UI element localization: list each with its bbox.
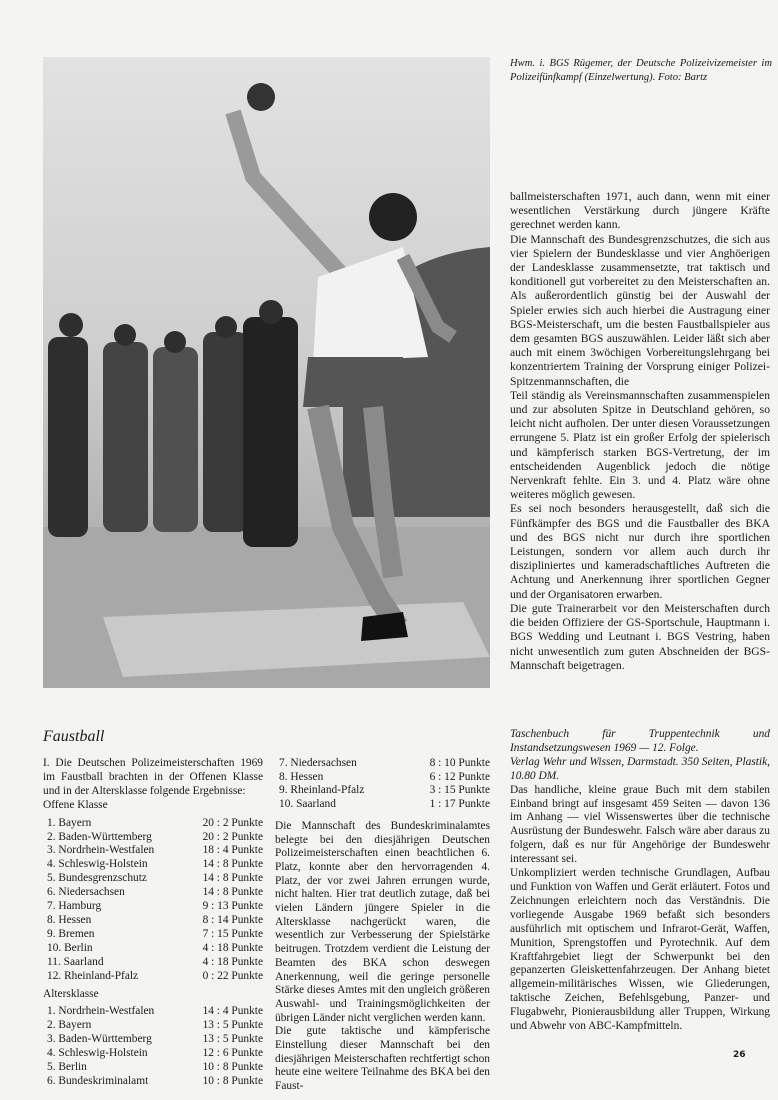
result-row (43, 872, 263, 886)
team-place: 1. Nordrhein-Westfalen (47, 1005, 155, 1018)
team-score: 10 : 8 Punkte (202, 1061, 263, 1074)
team-place: 3. Nordrhein-Westfalen (47, 844, 155, 857)
result-row (275, 757, 490, 771)
team-score: 20 : 2 Punkte (202, 830, 263, 843)
result-row (43, 831, 263, 845)
result-row (43, 1019, 263, 1033)
paragraph: Unkompliziert werden technische Grundlagen, Aufbau und Funktion von Waffen und Gerät erläutert. Fotos und Zeichnungen erleichtern noch das Verständnis. Die vorliegende Ausgabe 1969 befaßt sich besonders ausführlich mit optischem und Infrarot-Gerät, Waffen, Munition, Sprengstoffen und Pyrotechnik. Auf dem Kraftfahrgebiet liegt der Schwerpunkt bei den gepanzerten Gleiskettenfahrzeugen. Der Anhang bietet allgemein-militärisches Wissen, wie Gliederungen, taktische Zeichen, Befehlsgebung, Panzer- und Flugabwehr, Pionierausbildung aller Truppen, Wirkung und Abwehr von ABC-Kampfmitteln. (510, 867, 770, 1033)
team-place: 10. Berlin (47, 941, 93, 954)
altersklasse-label: Altersklasse (43, 987, 99, 1000)
team-score: 14 : 8 Punkte (202, 886, 263, 899)
team-place: 1. Bayern (47, 816, 92, 829)
team-score: 14 : 8 Punkte (202, 858, 263, 871)
team-place: 8. Hessen (279, 770, 324, 783)
result-row (275, 771, 490, 785)
result-row (43, 1075, 263, 1089)
offene-klasse-label: Offene Klasse (43, 798, 108, 811)
team-place: 6. Niedersachsen (47, 886, 125, 899)
result-row (43, 817, 263, 831)
faustball-left-column (43, 757, 263, 1089)
result-row (43, 914, 263, 928)
team-score: 13 : 5 Punkte (202, 1033, 263, 1046)
team-score: 14 : 8 Punkte (202, 872, 263, 885)
team-place: 2. Bayern (47, 1019, 92, 1032)
result-row (43, 900, 263, 914)
paragraph: Das handliche, kleine graue Buch mit dem stabilen Einband bringt auf insgesamt 459 Seiten — davon 136 im Anhang — viel Wissenswertes über die technische Ausrüstung der Bundeswehr. Falsch wäre aber daraus zu folgern, daß es nur für Angehörige der Bundeswehr interessant sei. (510, 783, 770, 866)
team-place: 10. Saarland (279, 798, 336, 811)
team-place: 12. Rheinland-Pfalz (47, 969, 139, 982)
team-place: 8. Hessen (47, 913, 92, 926)
team-score: 18 : 4 Punkte (202, 844, 263, 857)
team-score: 7 : 15 Punkte (202, 927, 263, 940)
team-place: 7. Hamburg (47, 900, 102, 913)
team-place: 4. Schleswig-Holstein (47, 1047, 148, 1060)
book-review-column (510, 728, 770, 1034)
team-score: 8 : 14 Punkte (202, 913, 263, 926)
team-place: 9. Bremen (47, 927, 95, 940)
paragraph: Die Mannschaft des Bundesgrenzschutzes, die sich aus vier Spielern der Bundesklasse und vier Anghöerigen der Landesklasse zusammensetzte, trat taktisch und konditionell gut vorbereitet zu den Meisterschaften an. Als außerordentlich günstig bei der Auswahl der Spieler erwies sich auch hierbei die Austragung einer BGS-Meisterschaft, um die besten Faustballspieler aus dem gesamten BGS auszuwählen. Leider läßt sich aber auch mit einem 3wöchigen Vorbereitungslehrgang bei konzentriertem Training der Vorsprung einiger Polizei-Spitzenmannschaften, die (510, 232, 770, 388)
team-place: 5. Berlin (47, 1061, 87, 1074)
team-place: 3. Baden-Württemberg (47, 1033, 152, 1046)
result-row (43, 1033, 263, 1047)
team-score: 8 : 10 Punkte (429, 757, 490, 769)
team-place: 4. Schleswig-Holstein (47, 858, 148, 871)
offene-klasse-table (43, 817, 263, 984)
page-number: 26 (733, 1050, 746, 1060)
book-title: Taschenbuch für Truppentechnik und Instandsetzungswesen 1969 — 12. Folge. (510, 728, 770, 754)
altersklasse-table (43, 1005, 263, 1088)
article-continuation-column (510, 190, 770, 673)
result-row (43, 970, 263, 984)
faustball-middle-column (275, 757, 490, 1094)
result-row (275, 798, 490, 812)
paragraph: Es sei noch besonders herausgestellt, daß sich die Fünfkämpfer des BGS und die Faustballer des BKA und des BGS nicht nur durch ihre sportlichen Leistungen, sondern vor allem auch durch ihr diszipliniertes und kameradschaftliches Auftreten die Achtung und Anerkennung ihrer sportlichen Gegner und der Organisatoren erwarben. (510, 502, 770, 601)
result-row (43, 886, 263, 900)
team-place: 9. Rheinland-Pfalz (279, 784, 365, 797)
intro-paragraph: I. Die Deutschen Polizeimeisterschaften 1969 im Faustball brachten in der Offenen Klasse und in der Altersklasse folgende Ergebnisse: (43, 757, 263, 797)
team-score: 4 : 18 Punkte (202, 955, 263, 968)
result-row (43, 844, 263, 858)
section-heading-faustball: Faustball (43, 728, 105, 745)
paragraph: Die gute taktische und kämpferische Einstellung dieser Mannschaft bei den diesjährigen Meisterschaften rechtfertigt schon heute eine weitere Teilnahme des BKA bei den Faust- (275, 1025, 490, 1093)
team-score: 0 : 22 Punkte (202, 969, 263, 982)
result-row (43, 928, 263, 942)
team-score: 13 : 5 Punkte (202, 1019, 263, 1032)
paragraph: Teil ständig als Vereinsmannschaften zusammenspielen und zur absoluten Spitze in Deutschland gehören, so leicht nicht aufholen. Der unter diesen Voraussetzungen errungene 5. Platz ist ein großer Erfolg der spielerisch und kämpferisch starken BGS-Vertretung, der im entscheidenden Augenblick jedoch die nötige Nervenkraft fehlte. Ein 3. und 4. Platz wäre ohne weiteres möglich gewesen. (510, 388, 770, 502)
photo-caption: Hwm. i. BGS Rügemer, der Deutsche Polizeivizemeister im Polizeifünfkampf (Einzelwertung). Foto: Bartz (510, 58, 772, 83)
team-place: 11. Saarland (47, 955, 104, 968)
result-row (43, 1005, 263, 1019)
team-score: 9 : 13 Punkte (202, 900, 263, 913)
result-row (275, 784, 490, 798)
book-publisher: Verlag Wehr und Wissen, Darmstadt. 350 Seiten, Plastik, 10.80 DM. (510, 755, 770, 782)
team-place: 6. Bundeskriminalamt (47, 1074, 149, 1087)
team-place: 2. Baden-Württemberg (47, 830, 152, 843)
team-score: 14 : 4 Punkte (202, 1005, 263, 1018)
team-score: 10 : 8 Punkte (202, 1074, 263, 1087)
altersklasse-table-continued (275, 757, 490, 812)
team-score: 3 : 15 Punkte (429, 784, 490, 797)
result-row (43, 956, 263, 970)
paragraph: Die Mannschaft des Bundeskriminalamtes belegte bei den diesjährigen Deutschen Polizeimeisterschaften einen beachtlichen 6. Platz, konnte aber den hervorragenden 4. Platz, der vor zwei Jahren errungen wurde, nicht halten. Hier trat deutlich zutage, daß bei vielen Ländern jüngere Spieler in die Altersklasse nachgerückt waren, die wesentlich zur Verbesserung der Spielstärke beitrugen. Trotzdem verdient die Leistung der Beamten des BKA schon deswegen Anerkennung, weil die geringe personelle Stärke dieses Amtes mit den ungleich größeren Auswahl- und Trainingsmöglichkeiten der übrigen Länder nicht verglichen werden kann. (275, 819, 490, 1024)
result-row (43, 1061, 263, 1075)
paragraph: Die gute Trainerarbeit vor den Meisterschaften durch die beiden Offiziere der GS-Sportschule, Hauptmann i. BGS Wedding und Leutnant i. BGS Vestring, haben nicht unwesentlich zum guten Abschneiden der BGS-Mannschaft beigetragen. (510, 601, 770, 672)
team-score: 1 : 17 Punkte (429, 798, 490, 811)
photo-image (43, 57, 490, 688)
paragraph: ballmeisterschaften 1971, auch dann, wenn mit einer wesentlichen Verstärkung durch jüngere Kräfte gerechnet werden kann. (510, 190, 770, 232)
result-row (43, 858, 263, 872)
result-row (43, 1047, 263, 1061)
team-place: 5. Bundesgrenzschutz (47, 872, 147, 885)
team-score: 4 : 18 Punkte (202, 941, 263, 954)
team-score: 12 : 6 Punkte (202, 1047, 263, 1060)
team-score: 6 : 12 Punkte (429, 770, 490, 783)
team-place: 7. Niedersachsen (279, 757, 357, 769)
result-row (43, 942, 263, 956)
team-score: 20 : 2 Punkte (202, 816, 263, 829)
shot-put-photo (43, 57, 490, 688)
